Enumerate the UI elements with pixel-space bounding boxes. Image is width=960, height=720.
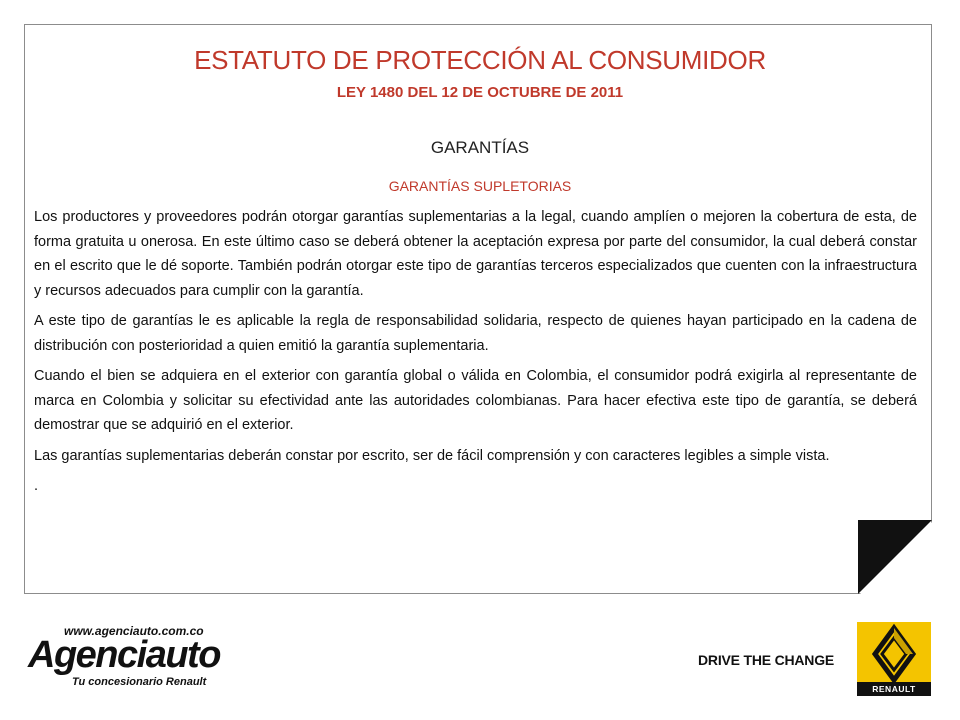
section-subheading: GARANTÍAS SUPLETORIAS (388, 178, 572, 194)
paragraph-1: Los productores y proveedores podrán otorgar garantías suplementarias a la legal, cuando amplíen o mejoren la cobertura de esta, de forma gratuita u onerosa. En este último caso se deberá obtener la aceptación expresa por parte del consumidor, la cual deberá constar en el escrito que le dé soporte. También podrán otorgar este tipo de garantías terceros especializados que cuenten con la infraestructura y recursos adecuados para cumplir con la garantía. (34, 209, 917, 299)
logo-tagline: Tu concesionario Renault (72, 676, 207, 688)
paragraph-4: Las garantías suplementarias deberán constar por escrito, ser de fácil comprensión y con caracteres legibles a simple vista. (34, 447, 830, 464)
paragraph-2: A este tipo de garantías le es aplicable la regla de responsabilidad solidaria, respecto de quienes hayan participado en la cadena de distribución con posterioridad a quien emitió la garantía suplementaria. (34, 313, 917, 354)
renault-logo (857, 622, 931, 696)
section-heading: GARANTÍAS (430, 138, 530, 157)
page-title: ESTATUTO DE PROTECCIÓN AL CONSUMIDOR (194, 45, 766, 75)
paragraph-3: Cuando el bien se adquiera en el exterior con garantía global o válida en Colombia, el consumidor podrá exigirla al representante de marca en Colombia y solicitar su efectividad ante las autoridades colombianas. Para hacer efectiva este tipo de garantía, se deberá demostrar que se adquirió en el exterior. (34, 368, 917, 433)
renault-wordmark: RENAULT (857, 682, 931, 696)
renault-diamond-icon (857, 622, 931, 682)
logo-url[interactable]: www.agenciauto.com.co (64, 624, 204, 638)
agenciauto-logo[interactable] (28, 624, 218, 694)
logo-name: Agenciauto (28, 634, 220, 676)
page-subtitle: LEY 1480 DEL 12 DE OCTUBRE DE 2011 (336, 84, 624, 101)
body-text (34, 205, 917, 505)
slogan: DRIVE THE CHANGE (698, 652, 835, 668)
paragraph-5: . (34, 478, 39, 494)
